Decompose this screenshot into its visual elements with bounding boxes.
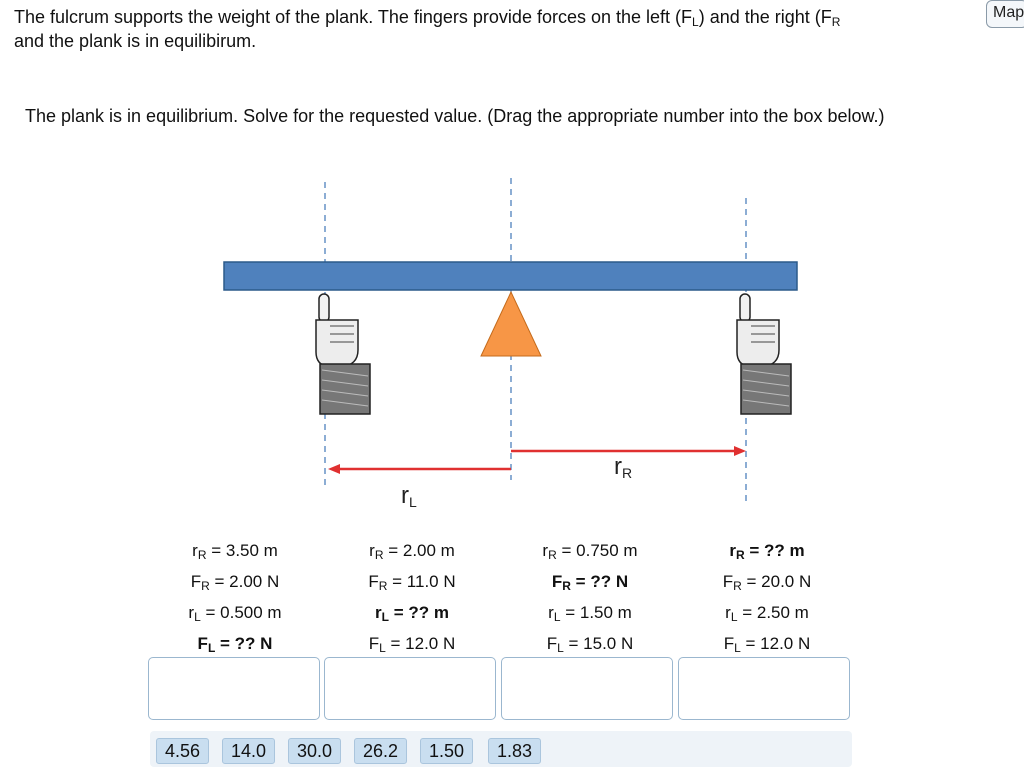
card-row-unknown: rR = ?? m bbox=[729, 541, 805, 562]
answer-chip[interactable]: 14.0 bbox=[222, 738, 275, 764]
subscript-r: R bbox=[831, 15, 841, 29]
r-left-label: rL bbox=[401, 482, 417, 510]
card-row: rL = 2.50 m bbox=[725, 603, 809, 624]
card-row: rR = 3.50 m bbox=[192, 541, 278, 562]
drop-box-3[interactable] bbox=[501, 657, 673, 720]
card-row: rL = 0.500 m bbox=[188, 603, 282, 624]
card-row: rR = 2.00 m bbox=[369, 541, 455, 562]
right-pointing-finger-icon bbox=[737, 294, 791, 414]
answer-chip[interactable]: 1.83 bbox=[488, 738, 541, 764]
problem-line-2: and the plank is in equilibirum. bbox=[14, 31, 257, 51]
problem-card-4 bbox=[692, 536, 842, 660]
card-row: FL = 12.0 N bbox=[368, 634, 456, 655]
r-right-arrow bbox=[511, 446, 746, 456]
drop-box-4[interactable] bbox=[678, 657, 850, 720]
fulcrum-triangle bbox=[481, 292, 541, 356]
problem-line-1-text: The fulcrum supports the weight of the plank. The fingers provide forces on the left (F bbox=[14, 7, 693, 27]
left-pointing-finger-icon bbox=[316, 294, 370, 414]
card-row: FL = 12.0 N bbox=[723, 634, 811, 655]
card-row: FR = 20.0 N bbox=[722, 572, 812, 593]
problem-line-1-mid: ) and the right (F bbox=[698, 7, 832, 27]
drop-box-2[interactable] bbox=[324, 657, 496, 720]
map-button[interactable]: Map bbox=[986, 0, 1024, 28]
card-row: rR = 0.750 m bbox=[542, 541, 638, 562]
card-row: FR = 11.0 N bbox=[368, 572, 456, 593]
answer-chip[interactable]: 30.0 bbox=[288, 738, 341, 764]
problem-card-2 bbox=[337, 536, 487, 660]
card-row-unknown: FR = ?? N bbox=[551, 572, 629, 593]
card-row: rL = 1.50 m bbox=[548, 603, 632, 624]
plank bbox=[224, 262, 797, 290]
drop-box-1[interactable] bbox=[148, 657, 320, 720]
r-left-arrow bbox=[328, 464, 511, 474]
answer-chip[interactable]: 4.56 bbox=[156, 738, 209, 764]
r-right-label: rR bbox=[614, 453, 633, 481]
card-row-unknown: rL = ?? m bbox=[375, 603, 449, 624]
question-text: The plank is in equilibrium. Solve for the requested value. (Drag the appropriate number into the box below.) bbox=[25, 106, 885, 126]
subscript-l: L bbox=[692, 15, 699, 29]
problem-card-1 bbox=[160, 536, 310, 660]
card-row: FL = 15.0 N bbox=[546, 634, 634, 655]
problem-card-3 bbox=[515, 536, 665, 660]
card-row-unknown: FL = ?? N bbox=[197, 634, 273, 655]
card-row: FR = 2.00 N bbox=[190, 572, 280, 593]
answer-chip[interactable]: 26.2 bbox=[354, 738, 407, 764]
answer-chip[interactable]: 1.50 bbox=[420, 738, 473, 764]
